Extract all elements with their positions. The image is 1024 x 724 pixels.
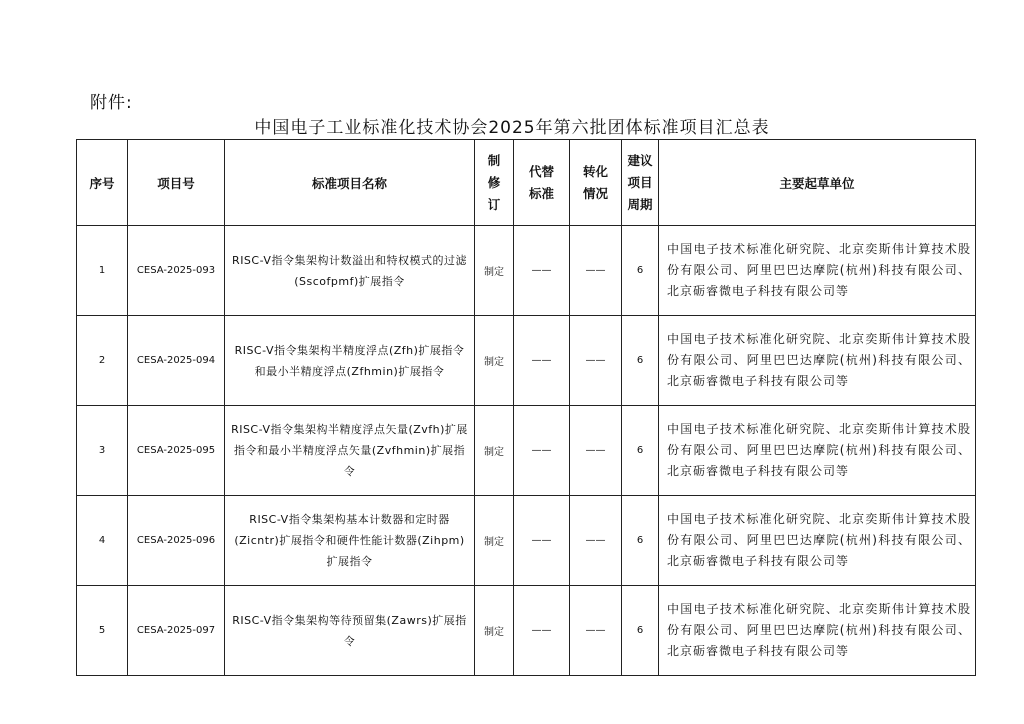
header-project-no: 项目号	[128, 140, 225, 226]
cell-name: RISC-V指令集架构半精度浮点(Zfh)扩展指令和最小半精度浮点(Zfhmin)扩展指令	[225, 316, 475, 406]
cell-seq: 4	[77, 496, 128, 586]
table-row	[77, 496, 976, 586]
cell-project-no: CESA-2025-094	[128, 316, 225, 406]
cell-convert: ——	[570, 406, 622, 496]
cell-period: 6	[622, 226, 659, 316]
header-period-line: 建议	[627, 152, 653, 168]
header-drafter: 主要起草单位	[659, 140, 976, 226]
table-row	[77, 406, 976, 496]
cell-replace: ——	[514, 226, 570, 316]
cell-drafter: 中国电子技术标准化研究院、北京奕斯伟计算技术股份有限公司、阿里巴巴达摩院(杭州)科技有限公司、北京砺睿微电子科技有限公司等	[659, 406, 976, 496]
cell-period: 6	[622, 586, 659, 676]
cell-revise: 制定	[475, 586, 514, 676]
header-convert	[570, 140, 622, 226]
cell-replace: ——	[514, 586, 570, 676]
header-revise-line: 订	[487, 196, 501, 212]
header-convert-line: 转化	[582, 163, 608, 179]
cell-drafter: 中国电子技术标准化研究院、北京奕斯伟计算技术股份有限公司、阿里巴巴达摩院(杭州)科技有限公司、北京砺睿微电子科技有限公司等	[659, 496, 976, 586]
table-header-row	[77, 140, 976, 226]
cell-revise: 制定	[475, 226, 514, 316]
standards-table	[76, 139, 976, 676]
header-replace	[514, 140, 570, 226]
header-revise-line: 修	[487, 174, 501, 190]
cell-replace: ——	[514, 406, 570, 496]
cell-name: RISC-V指令集架构基本计数器和定时器(Zicntr)扩展指令和硬件性能计数器(Zihpm)扩展指令	[225, 496, 475, 586]
cell-replace: ——	[514, 316, 570, 406]
header-revise	[475, 140, 514, 226]
cell-drafter: 中国电子技术标准化研究院、北京奕斯伟计算技术股份有限公司、阿里巴巴达摩院(杭州)科技有限公司、北京砺睿微电子科技有限公司等	[659, 586, 976, 676]
cell-project-no: CESA-2025-095	[128, 406, 225, 496]
table-row	[77, 226, 976, 316]
cell-convert: ——	[570, 586, 622, 676]
cell-name: RISC-V指令集架构等待预留集(Zawrs)扩展指令	[225, 586, 475, 676]
cell-seq: 5	[77, 586, 128, 676]
cell-replace: ——	[514, 496, 570, 586]
header-replace-line: 代替	[528, 163, 554, 179]
table-row	[77, 316, 976, 406]
cell-drafter: 中国电子技术标准化研究院、北京奕斯伟计算技术股份有限公司、阿里巴巴达摩院(杭州)科技有限公司、北京砺睿微电子科技有限公司等	[659, 226, 976, 316]
header-period-line: 项目	[627, 174, 653, 190]
header-name: 标准项目名称	[225, 140, 475, 226]
cell-convert: ——	[570, 496, 622, 586]
cell-seq: 2	[77, 316, 128, 406]
page-title: 中国电子工业标准化技术协会2025年第六批团体标准项目汇总表	[254, 118, 770, 138]
table-row	[77, 586, 976, 676]
header-period-line: 周期	[627, 196, 653, 212]
cell-seq: 3	[77, 406, 128, 496]
header-revise-line: 制	[487, 152, 501, 168]
cell-revise: 制定	[475, 496, 514, 586]
header-replace-line: 标准	[528, 185, 554, 201]
cell-project-no: CESA-2025-093	[128, 226, 225, 316]
cell-revise: 制定	[475, 316, 514, 406]
attachment-label: 附件:	[90, 93, 133, 113]
cell-period: 6	[622, 496, 659, 586]
cell-convert: ——	[570, 226, 622, 316]
header-convert-line: 情况	[582, 185, 608, 201]
cell-drafter: 中国电子技术标准化研究院、北京奕斯伟计算技术股份有限公司、阿里巴巴达摩院(杭州)科技有限公司、北京砺睿微电子科技有限公司等	[659, 316, 976, 406]
cell-project-no: CESA-2025-096	[128, 496, 225, 586]
cell-project-no: CESA-2025-097	[128, 586, 225, 676]
cell-name: RISC-V指令集架构半精度浮点矢量(Zvfh)扩展指令和最小半精度浮点矢量(Zvfhmin)扩展指令	[225, 406, 475, 496]
cell-period: 6	[622, 316, 659, 406]
cell-name: RISC-V指令集架构计数溢出和特权模式的过滤(Sscofpmf)扩展指令	[225, 226, 475, 316]
cell-convert: ——	[570, 316, 622, 406]
cell-revise: 制定	[475, 406, 514, 496]
cell-seq: 1	[77, 226, 128, 316]
cell-period: 6	[622, 406, 659, 496]
header-seq: 序号	[77, 140, 128, 226]
header-period	[622, 140, 659, 226]
